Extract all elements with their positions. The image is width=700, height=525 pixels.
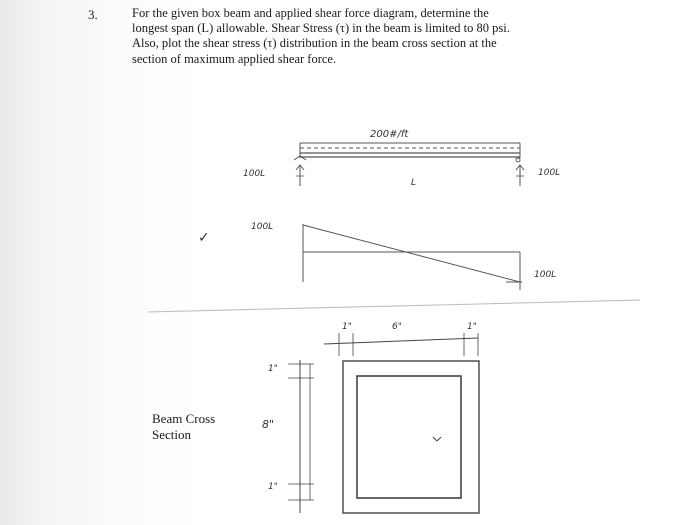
outer-box <box>343 361 479 513</box>
left-reaction-label: 100L <box>243 169 266 179</box>
cross-section-title <box>152 411 215 443</box>
arrow-mark <box>433 437 441 441</box>
sfd-bottom-value: 100L <box>534 270 557 280</box>
question-line-2: longest span (L) allowable. Shear Stress (τ) in the beam is limited to 80 psi. <box>132 21 510 36</box>
dim-top-left: 1" <box>342 322 352 332</box>
dim-flange-bottom: 1" <box>268 482 278 492</box>
span-label: L <box>411 178 417 188</box>
dim-width: 6" <box>392 322 402 332</box>
section-divider <box>148 300 640 312</box>
question-line-1: For the given box beam and applied shear force diagram, determine the <box>132 6 489 20</box>
right-roller-support <box>516 158 520 162</box>
load-label: 200#/ft <box>370 129 409 140</box>
question-line-4: section of maximum applied shear force. <box>132 51 337 66</box>
question-number: 3. <box>88 7 98 22</box>
question-line-3: Also, plot the shear stress (τ) distribution in the beam cross section at the <box>132 36 497 51</box>
inner-box <box>357 376 461 498</box>
cross-section-title-line-1: Beam Cross <box>152 411 216 426</box>
sfd-top-value: 100L <box>251 222 274 232</box>
sfd-shear-line <box>303 225 520 282</box>
dim-flange-top: 1" <box>268 364 278 374</box>
dim-top-right: 1" <box>467 322 477 332</box>
cross-section-title-line-2: Section <box>152 427 191 442</box>
right-reaction-label: 100L <box>538 168 561 178</box>
width-dimension-line <box>324 338 478 344</box>
check-mark: ✓ <box>198 230 210 246</box>
beam-diagram <box>294 143 524 186</box>
cross-section-drawing <box>288 333 479 513</box>
shear-force-diagram <box>303 224 522 290</box>
dim-height: 8" <box>262 418 275 431</box>
